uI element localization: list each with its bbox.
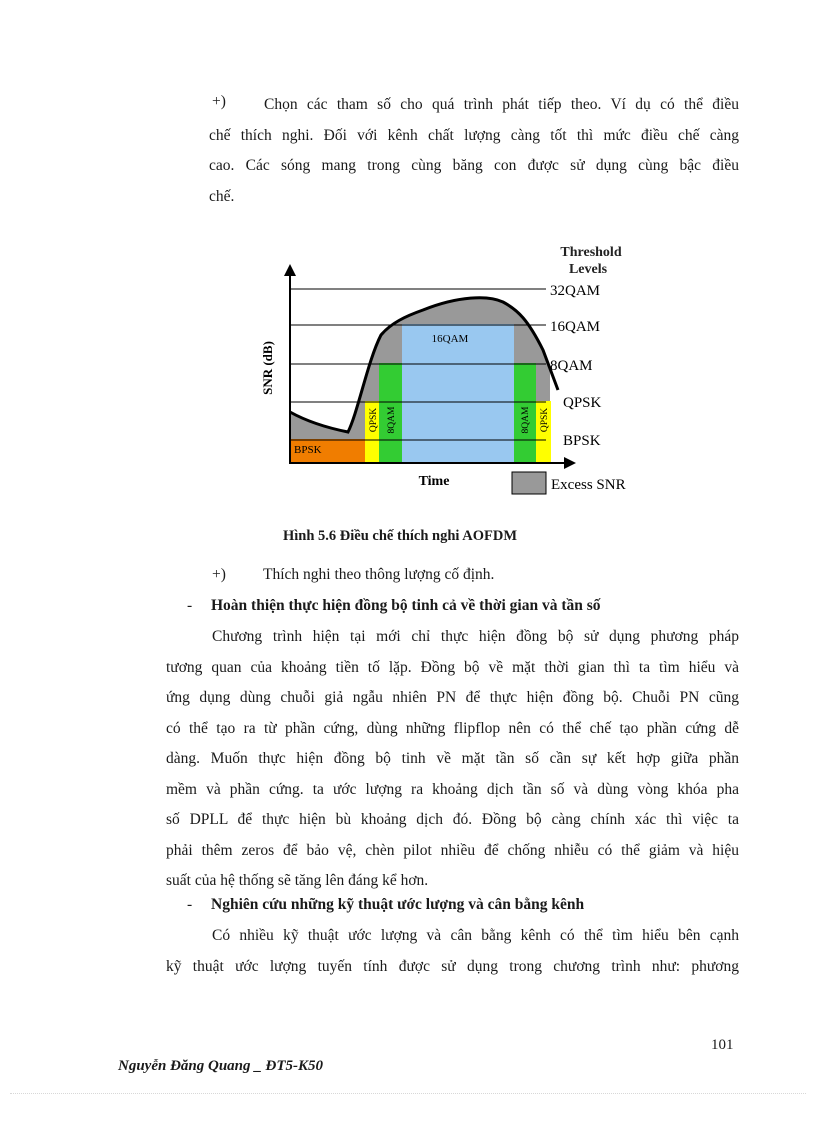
paragraph-line: tương quan của khoảng tiền tố lặp. Đồng bộ về mặt thời gian thì ta tìm hiểu và <box>166 658 739 676</box>
footer-divider <box>10 1093 806 1094</box>
region-label-16qam: 16QAM <box>431 333 469 345</box>
x-axis-arrow <box>564 457 576 469</box>
paragraph-line: dàng. Muốn thực hiện đồng bộ tinh về mặt tần số cần sự kết hợp giữa phần <box>166 750 739 767</box>
paragraph-line: số DPLL để thực hiện bù khoảng dịch đó. Đồng bộ càng chính xác thì việc ta <box>166 811 739 828</box>
legend-label: Excess SNR <box>551 477 626 493</box>
paragraph-line: chế thích nghi. Đối với kênh chất lượng càng tốt thì mức điều chế càng <box>209 126 739 144</box>
paragraph-line: kỹ thuật ước lượng tuyến tính được sử dụng trong chương trình như: phương <box>166 957 739 975</box>
region-label-bpsk: BPSK <box>294 444 322 456</box>
paragraph-line: mềm và phần cứng. ta ước lượng ra khoảng dịch tần số và dùng vòng khóa pha <box>166 780 739 798</box>
figure-caption: Hình 5.6 Điều chế thích nghi AOFDM <box>283 528 518 544</box>
y-axis-label: SNR (dB) <box>260 341 275 395</box>
threshold-title: Threshold <box>560 245 622 260</box>
page-number: 101 <box>711 1037 734 1053</box>
paragraph-line: suất của hệ thống sẽ tăng lên đáng kể hơn. <box>166 872 429 889</box>
level-label-32qam: 32QAM <box>550 283 601 299</box>
list-marker: +) <box>212 93 226 110</box>
section-paragraph <box>166 921 739 982</box>
y-axis-arrow <box>284 264 296 276</box>
paragraph-line: phải thêm zeros để bảo vệ, chèn pilot nhiều để chống nhiễu có thể giảm và hiệu <box>166 841 739 859</box>
heading-dash: - <box>187 597 193 614</box>
section-paragraph <box>166 622 739 897</box>
section-heading: Hoàn thiện thực hiện đồng bộ tinh cả về thời gian và tần số <box>211 597 601 614</box>
x-axis-label: Time <box>418 474 450 489</box>
heading-dash: - <box>187 896 193 913</box>
list-item-text: Thích nghi theo thông lượng cố định. <box>263 566 495 583</box>
paragraph-line: chế. <box>209 187 235 205</box>
paragraph-line: có thể tạo ra từ phần cứng, dùng những flipflop nên có thể chế tạo phần cứng dễ <box>166 719 739 737</box>
aofdm-figure <box>228 240 660 502</box>
intro-paragraph <box>209 90 739 212</box>
list-marker: +) <box>212 566 226 583</box>
paragraph-line: ứng dụng dùng chuỗi giả ngẫu nhiên PN để thực hiện đồng bộ. Chuỗi PN cũng <box>166 689 739 706</box>
level-label-16qam: 16QAM <box>550 319 601 335</box>
region-label-qpsk-right: QPSK <box>540 407 550 433</box>
paragraph-line: Có nhiều kỹ thuật ước lượng và cân bằng kênh có thể tìm hiểu bên cạnh <box>212 927 739 944</box>
region-label-8qam-right: 8QAM <box>521 406 531 434</box>
region-label-8qam-left: 8QAM <box>387 406 397 434</box>
author-footer: Nguyễn Đăng Quang _ ĐT5-K50 <box>118 1058 324 1074</box>
level-label-qpsk: QPSK <box>563 395 602 411</box>
section-heading: Nghiên cứu những kỹ thuật ước lượng và cân bằng kênh <box>211 896 585 913</box>
region-label-qpsk-left: QPSK <box>369 407 379 433</box>
paragraph-line: Chương trình hiện tại mới chỉ thực hiện đồng bộ sử dụng phương pháp <box>212 628 739 645</box>
threshold-title: Levels <box>568 262 608 277</box>
level-label-8qam: 8QAM <box>550 358 593 374</box>
legend-swatch <box>512 472 546 494</box>
paragraph-line: Chọn các tham số cho quá trình phát tiếp theo. Ví dụ có thể điều <box>264 96 739 113</box>
level-label-bpsk: BPSK <box>563 433 601 449</box>
paragraph-line: cao. Các sóng mang trong cùng băng con được sử dụng cùng bậc điều <box>209 157 739 174</box>
